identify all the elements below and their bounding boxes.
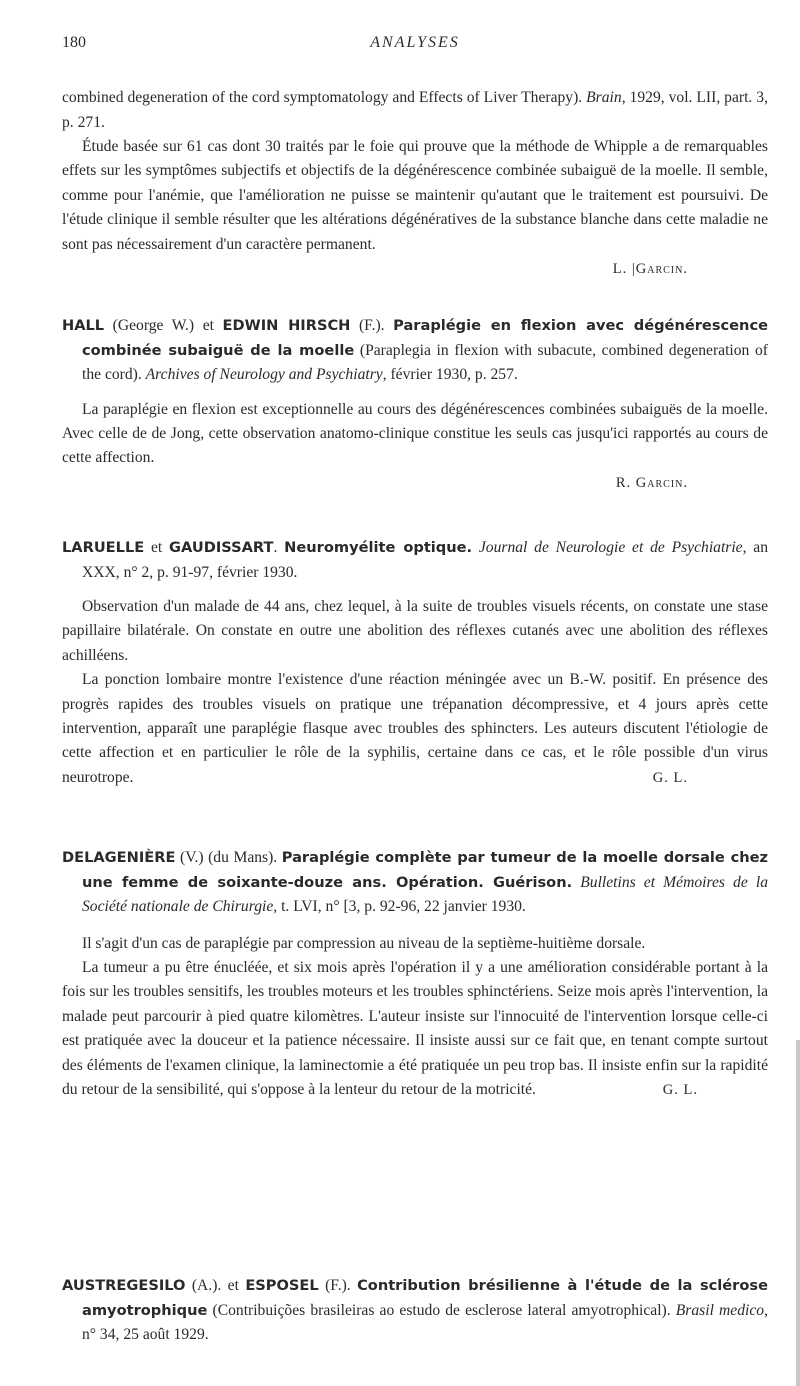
abstract-paragraph: La ponction lombaire montre l'existence d'une réaction méningée avec un B.-W. positif. En présence des progrès rapides des troubles visuels on pratique une trépanation décompressive, et 4 jours après cette intervention, apparaît une paraplégie flasque avec troubles des sphincters. Les auteurs discutent l'étiologie de cette affection et en particulier le rôle de la syphilis, certaine dans ce cas, et le rôle possible d'un virus neurotrope. bbox=[62, 671, 768, 786]
article-title: Contribution brésilienne à l'étude de la sclérose amyotrophique bbox=[82, 1277, 768, 1319]
reviewer-signature: G. L. bbox=[662, 1082, 698, 1099]
page-header bbox=[62, 34, 768, 58]
citation-details: , an XXX, n° 2, p. 91-97, février 1930. bbox=[82, 539, 769, 581]
author-name: HALL bbox=[62, 317, 105, 334]
author-initials: . bbox=[273, 539, 285, 556]
citation-details: , février 1930, p. 257. bbox=[382, 366, 518, 383]
citation-details: , 1929, vol. LII, part. 3, p. 271. bbox=[62, 89, 768, 131]
author-initials: (V.) (du Mans). bbox=[175, 849, 282, 866]
abstract-entry bbox=[62, 1274, 768, 1348]
article-title: Paraplégie complète par tumeur de la moelle dorsale chez une femme de soixante-douze ans. Opération. Guérison. bbox=[82, 849, 768, 891]
author-name: GAUDISSART bbox=[169, 539, 274, 556]
abstract-paragraph: La tumeur a pu être énucléée, et six mois après l'opération il y a une amélioration considérable portant à la fois sur les troubles sensitifs, les troubles moteurs et les troubles sphinctériens. Seize mois après l'intervention, la malade peut parcourir à pied quatre kilomètres. L'auteur insiste sur l'innocuité de l'intervention lorsque celle-ci est pratiquée avec la douceur et la patience nécessaire. Il insiste aussi sur ce fait que, en tenant compte surtout des éléments de l'examen clinique, la laminectomie a été pratiquée un peu trop bas. Il insiste enfin sur la rapidité du retour de la sensibilité, qui s'oppose à la lenteur du retour de la motricité. bbox=[62, 958, 768, 1098]
article-title: Neuromyélite optique. bbox=[284, 539, 473, 556]
continued-title: combined degeneration of the cord symptomatology and Effects of Liver Therapy). bbox=[62, 89, 583, 106]
abstract-entry bbox=[62, 846, 768, 1102]
author-initials: et bbox=[144, 539, 170, 556]
author-initials: (A.). et bbox=[185, 1277, 246, 1294]
author-name: LARUELLE bbox=[62, 539, 145, 556]
journal-name: Brasil medico bbox=[675, 1301, 765, 1319]
author-name: DELAGENIÈRE bbox=[62, 849, 176, 866]
entry-heading bbox=[62, 1274, 768, 1348]
abstract-paragraph: Il s'agit d'un cas de paraplégie par compression au niveau de la septième-huitième dorsale. bbox=[82, 934, 646, 952]
page-edge-shadow bbox=[796, 1040, 800, 1386]
running-head: ANALYSES bbox=[370, 34, 460, 51]
entry-heading bbox=[62, 846, 768, 920]
citation-details: , n° 34, 25 août 1929. bbox=[82, 1301, 768, 1343]
abstract-paragraph: Observation d'un malade de 44 ans, chez lequel, à la suite de troubles visuels récents, on constate une stase papillaire bilatérale. On constate en outre une abolition des réflexes cutanés avec une abolition des réflexes achilléens. bbox=[62, 598, 768, 664]
author-name: AUSTREGESILO bbox=[62, 1277, 186, 1294]
author-name: EDWIN HIRSCH bbox=[222, 317, 351, 334]
article-title: Paraplégie en flexion avec dégénérescence combinée subaiguë de la moelle bbox=[82, 317, 768, 359]
title-translation bbox=[472, 539, 479, 556]
abstract-entry bbox=[62, 314, 768, 495]
journal-name: Bulletins et Mémoires de la Société nationale de Chirurgie bbox=[82, 873, 768, 915]
title-translation: (Contribuições brasileiras ao estudo de esclerose lateral amyotrophical). bbox=[207, 1301, 676, 1319]
reviewer-signature: R. Garcin. bbox=[615, 474, 688, 491]
reviewer-signature: L. |Garcin. bbox=[612, 261, 688, 278]
author-name: ESPOSEL bbox=[245, 1277, 319, 1294]
page-number: 180 bbox=[62, 34, 86, 51]
entry-heading bbox=[62, 314, 768, 388]
abstract-paragraph: Étude basée sur 61 cas dont 30 traités par le foie qui prouve que la méthode de Whipple a de remarquables effets sur les symptômes subjectifs et objectifs de la dégénérescence combinée subaiguë de la moelle. Il semble, comme pour l'anémie, que l'amélioration ne puisse se maintenir qu'autant que le traitement est poursuivi. De l'étude clinique il semble résulter que les altérations dégénératives de la substance blanche dans cette maladie ne sont pas nécessairement d'un caractère permanent. bbox=[62, 138, 768, 253]
author-initials: (George W.) et bbox=[104, 317, 223, 334]
journal-name: Brain bbox=[586, 89, 622, 106]
journal-name: Archives of Neurology and Psychiatry bbox=[145, 366, 383, 383]
author-initials: (F.). bbox=[350, 317, 394, 334]
title-translation: (Paraplegia in flexion with subacute, combined degeneration of the cord). bbox=[82, 341, 768, 383]
author-initials: (F.). bbox=[318, 1277, 358, 1294]
citation-details: , t. LVI, n° [3, p. 92-96, 22 janvier 1930. bbox=[273, 898, 526, 915]
abstract-entry bbox=[62, 536, 768, 790]
abstract-continued bbox=[62, 86, 768, 281]
journal-name: Journal de Neurologie et de Psychiatrie bbox=[478, 539, 743, 556]
reviewer-signature: G. L. bbox=[652, 770, 688, 787]
continued-citation bbox=[62, 86, 768, 135]
abstract-paragraph: La paraplégie en flexion est exceptionnelle au cours des dégénérescences combinées subaiguës de la moelle. Avec celle de de Jong, cette observation anatomo-clinique constitue les seuls cas jusqu'ici rapportés au cours de cette affection. bbox=[62, 400, 768, 467]
entry-heading bbox=[62, 536, 768, 585]
